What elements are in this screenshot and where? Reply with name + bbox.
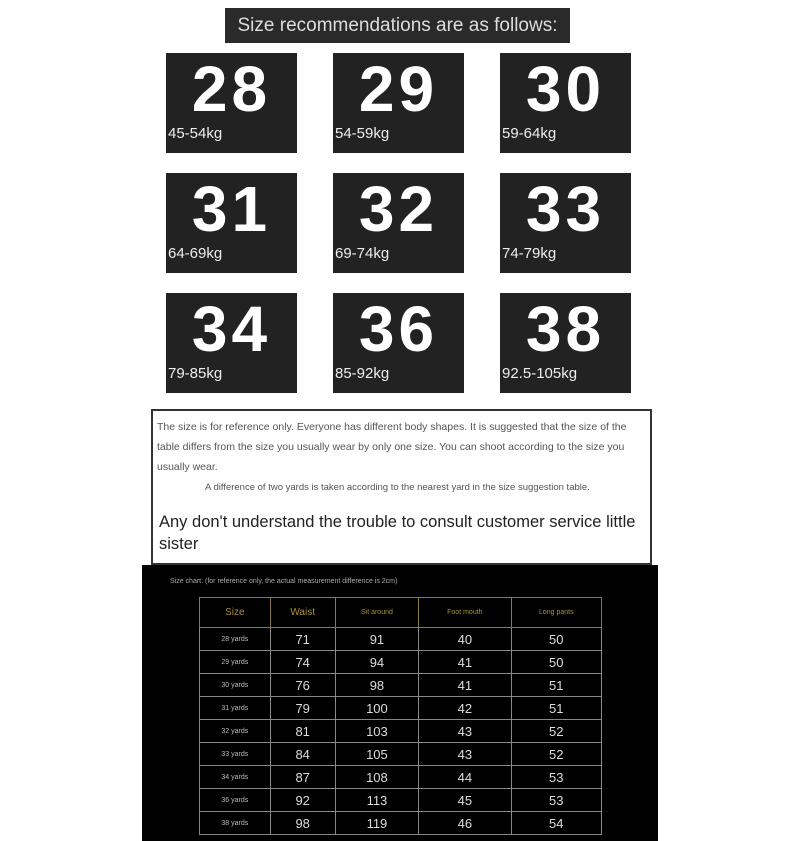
- measurement-cell: 98: [270, 812, 335, 835]
- column-header: Sit around: [335, 598, 418, 628]
- table-row: [200, 674, 602, 697]
- size-card: [333, 173, 464, 273]
- customer-service-note: Any don't understand the trouble to consult customer service little sister: [159, 513, 636, 553]
- size-card: [166, 53, 297, 153]
- column-header: Foot mouth: [419, 598, 511, 628]
- size-cell: 38 yards: [200, 812, 271, 835]
- size-recommendation-section: [0, 0, 800, 409]
- column-header: Waist: [270, 598, 335, 628]
- measurement-cell: 51: [511, 674, 601, 697]
- measurement-cell: 100: [335, 697, 418, 720]
- weight-range: 54-59kg: [335, 125, 390, 142]
- measurement-cell: 81: [270, 720, 335, 743]
- measurement-cell: 41: [419, 674, 511, 697]
- measurement-cell: 79: [270, 697, 335, 720]
- weight-range: 92.5-105kg: [502, 365, 578, 382]
- measurement-cell: 50: [511, 628, 601, 651]
- notice-box: [151, 409, 652, 565]
- table-row: [200, 743, 602, 766]
- measurement-cell: 42: [419, 697, 511, 720]
- column-header: Size: [200, 598, 271, 628]
- measurement-cell: 94: [335, 651, 418, 674]
- size-cell: 29 yards: [200, 651, 271, 674]
- measurement-cell: 43: [419, 720, 511, 743]
- measurement-cell: 52: [511, 743, 601, 766]
- table-row: [200, 812, 602, 835]
- measurement-cell: 54: [511, 812, 601, 835]
- measurement-cell: 53: [511, 789, 601, 812]
- weight-range: 69-74kg: [335, 245, 390, 262]
- measurement-cell: 76: [270, 674, 335, 697]
- measurement-cell: 53: [511, 766, 601, 789]
- weight-range: 64-69kg: [168, 245, 223, 262]
- weight-range: 85-92kg: [335, 365, 390, 382]
- size-cell: 28 yards: [200, 628, 271, 651]
- weight-range: 59-64kg: [502, 125, 557, 142]
- size-number: 34: [191, 293, 272, 365]
- table-row: [200, 651, 602, 674]
- size-card: [166, 173, 297, 273]
- table-row: [200, 697, 602, 720]
- measurement-cell: 50: [511, 651, 601, 674]
- measurement-cell: 51: [511, 697, 601, 720]
- size-number: 30: [525, 53, 606, 125]
- table-row: [200, 789, 602, 812]
- measurement-cell: 91: [335, 628, 418, 651]
- measurement-cell: 43: [419, 743, 511, 766]
- measurement-cell: 105: [335, 743, 418, 766]
- weight-range: 45-54kg: [168, 125, 223, 142]
- size-number: 33: [525, 173, 606, 245]
- measurement-cell: 74: [270, 651, 335, 674]
- table-row: [200, 720, 602, 743]
- size-card: [333, 293, 464, 393]
- measurement-cell: 108: [335, 766, 418, 789]
- measurement-cell: 92: [270, 789, 335, 812]
- measurement-cell: 71: [270, 628, 335, 651]
- measurement-cell: 87: [270, 766, 335, 789]
- size-cell: 36 yards: [200, 789, 271, 812]
- size-card: [500, 293, 631, 393]
- weight-range: 74-79kg: [502, 245, 557, 262]
- measurement-cell: 113: [335, 789, 418, 812]
- table-row: [200, 628, 602, 651]
- measurement-cell: 119: [335, 812, 418, 835]
- weight-range: 79-85kg: [168, 365, 223, 382]
- size-number: 32: [358, 173, 439, 245]
- size-card: [500, 173, 631, 273]
- notice-subtext: A difference of two yards is taken according to the nearest yard in the size suggestion table.: [205, 482, 590, 493]
- measurement-cell: 44: [419, 766, 511, 789]
- measurement-cell: 98: [335, 674, 418, 697]
- size-number: 28: [191, 53, 272, 125]
- size-chart-caption: Size chart: (for reference only, the actual measurement difference is 2cm): [170, 578, 398, 585]
- size-number: 38: [525, 293, 606, 365]
- size-cell: 34 yards: [200, 766, 271, 789]
- size-cell: 33 yards: [200, 743, 271, 766]
- page-title: Size recommendations are as follows:: [225, 8, 570, 43]
- size-card: [333, 53, 464, 153]
- measurement-cell: 52: [511, 720, 601, 743]
- size-cell: 32 yards: [200, 720, 271, 743]
- size-number: 29: [358, 53, 439, 125]
- measurement-cell: 46: [419, 812, 511, 835]
- notice-text: The size is for reference only. Everyone has different body shapes. It is suggested that the size of the table differs from the size you usually wear by only one size. You can shoot according to the size you usually wear.: [157, 421, 627, 473]
- measurement-cell: 40: [419, 628, 511, 651]
- size-number: 36: [358, 293, 439, 365]
- measurement-cell: 103: [335, 720, 418, 743]
- measurement-cell: 84: [270, 743, 335, 766]
- size-cell: 30 yards: [200, 674, 271, 697]
- size-number: 31: [191, 173, 272, 245]
- table-row: [200, 766, 602, 789]
- size-cell: 31 yards: [200, 697, 271, 720]
- column-header: Long pants: [511, 598, 601, 628]
- size-card: [166, 293, 297, 393]
- measurement-cell: 41: [419, 651, 511, 674]
- measurement-cell: 45: [419, 789, 511, 812]
- size-chart-table: [199, 597, 602, 835]
- size-card: [500, 53, 631, 153]
